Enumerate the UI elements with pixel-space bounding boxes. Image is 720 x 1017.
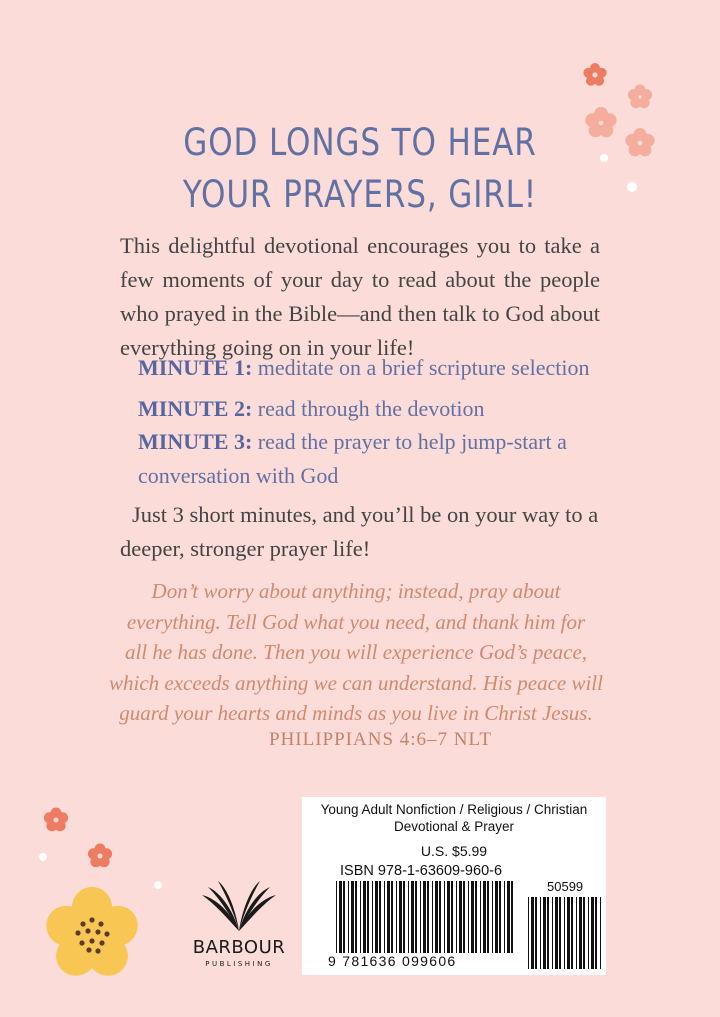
barcode-bar: [439, 881, 441, 953]
barcode-bar: [372, 881, 373, 953]
minute-3-text: read the prayer to help jump-start a: [252, 429, 567, 454]
barcode-bar: [415, 881, 417, 953]
category-line: Young Adult Nonfiction / Religious / Christian: [320, 802, 588, 817]
flower-icon: [583, 63, 606, 86]
publisher-logo: [192, 875, 292, 975]
barcode-bar: [411, 881, 414, 953]
barcode-bar: [504, 881, 505, 953]
barcode-bar: [456, 881, 457, 953]
barcode-bar: [547, 897, 549, 969]
barcode-bar: [447, 881, 450, 953]
barcode-bar: [336, 881, 337, 953]
dot-icon: [39, 853, 47, 861]
verse-line: Don’t worry about anything; instead, pray about: [151, 579, 561, 603]
minute-1-label: MINUTE 1:: [138, 355, 253, 380]
barcode-bar: [459, 881, 462, 953]
barcode-bar: [555, 897, 558, 969]
closing-line: deeper, stronger prayer life!: [120, 536, 371, 561]
barcode-bar: [343, 881, 345, 953]
barcode-bar: [552, 897, 553, 969]
verse-line: all he has done. Then you will experience God’s peace,: [124, 640, 588, 664]
isbn-label: ISBN 978-1-63609-960-6: [340, 863, 503, 879]
barcode-bar: [351, 881, 354, 953]
barcode-bar: [387, 881, 390, 953]
barcode-bar: [595, 897, 597, 969]
barcode-bar: [444, 881, 445, 953]
barcode-bar: [403, 881, 405, 953]
publisher-name: BARBOUR: [192, 937, 286, 958]
addon-code: 50599: [547, 879, 584, 894]
barcode-bar: [367, 881, 369, 953]
barcode-bar: [391, 881, 393, 953]
intro-line: few moments of your day to read about the people: [120, 267, 600, 292]
barcode-bar: [399, 881, 402, 953]
minute-3-label: MINUTE 3:: [138, 429, 253, 454]
barcode-bar: [396, 881, 397, 953]
barcode-digits: 9 781636 099606: [328, 953, 457, 969]
barcode-bar: [480, 881, 481, 953]
barcode-bar: [379, 881, 381, 953]
verse-line: guard your hearts and minds as you live in Christ Jesus.: [119, 701, 593, 725]
minute-2-item: [138, 392, 608, 426]
minute-3-text-continued: conversation with God: [138, 463, 339, 488]
intro-line: who prayed in the Bible—and then talk to God about: [120, 301, 600, 326]
barcode-bar: [495, 881, 498, 953]
barcode-bar: [507, 881, 510, 953]
headline-line-2: YOUR PRAYERS, GIRL!: [182, 173, 538, 216]
flower-decoration-bottom-left: [30, 800, 170, 1000]
closing-paragraph: [120, 498, 600, 566]
barcode-bar: [564, 897, 565, 969]
closing-line: Just 3 short minutes, and you’ll be on your way to a: [132, 502, 599, 527]
scripture-reference: PHILIPPIANS 4:6–7 NLT: [269, 729, 492, 750]
barcode-bar: [471, 881, 474, 953]
barcode-bar: [475, 881, 477, 953]
intro-line: This delightful devotional encourages you to take a: [120, 233, 600, 258]
barcode-bar: [363, 881, 366, 953]
scripture-quote: [96, 576, 616, 729]
open-book-icon: [192, 875, 286, 937]
barcode-bar: [360, 881, 361, 953]
barcode-bar: [435, 881, 438, 953]
barcode-bar: [432, 881, 433, 953]
barcode-bar: [511, 881, 513, 953]
barcode-bar: [451, 881, 453, 953]
flower-icon: [88, 844, 112, 868]
barcode-bar: [567, 897, 570, 969]
barcode-bar: [583, 897, 585, 969]
intro-line: everything going on in your life!: [120, 335, 415, 360]
barcode-bar: [339, 881, 342, 953]
barcode-bar: [528, 897, 529, 969]
barcode-bar: [487, 881, 489, 953]
verse-line: which exceeds anything we can understand. His peace will: [109, 670, 603, 695]
barcode-bar: [579, 897, 582, 969]
intro-paragraph: [120, 229, 600, 365]
barcode-bar: [600, 897, 601, 969]
category-line: Devotional & Prayer: [393, 819, 515, 834]
barcode-bar: [423, 881, 426, 953]
barcode-bar: [375, 881, 378, 953]
barcode-bar: [483, 881, 486, 953]
barcode-bar: [531, 897, 534, 969]
barcode-bar: [408, 881, 409, 953]
barcode-bar: [384, 881, 385, 953]
barcode-image: [302, 797, 606, 975]
verse-line: everything. Tell God what you need, and thank him for: [126, 609, 586, 634]
flower-icon: [628, 85, 652, 109]
minute-1-text: meditate on a brief scripture selection: [252, 355, 590, 380]
price-label: U.S. $5.99: [420, 843, 488, 859]
flower-icon: [44, 808, 68, 832]
minute-1-item: [138, 351, 608, 385]
barcode-bar: [420, 881, 421, 953]
barcode-bar: [540, 897, 541, 969]
barcode-bar: [355, 881, 357, 953]
barcode-bar: [348, 881, 349, 953]
barcode-bar: [571, 897, 573, 969]
barcode-bar: [499, 881, 501, 953]
barcode-bar: [588, 897, 589, 969]
dot-icon: [154, 881, 162, 889]
barcode-bar: [463, 881, 465, 953]
headline-line-1: GOD LONGS TO HEAR: [183, 121, 537, 164]
publisher-subtitle: PUBLISHING: [205, 960, 273, 968]
large-flower-icon: [46, 887, 137, 976]
barcode-bar: [535, 897, 537, 969]
barcode-bar: [576, 897, 577, 969]
minute-2-label: MINUTE 2:: [138, 396, 253, 421]
barcode-bar: [543, 897, 546, 969]
minute-3-item: [138, 425, 608, 493]
minute-2-text: read through the devotion: [252, 396, 485, 421]
barcode-bar: [591, 897, 594, 969]
barcode-bar: [559, 897, 561, 969]
barcode-bar: [468, 881, 469, 953]
barcode-panel: [302, 797, 606, 975]
barcode-bar: [492, 881, 493, 953]
barcode-bar: [427, 881, 429, 953]
